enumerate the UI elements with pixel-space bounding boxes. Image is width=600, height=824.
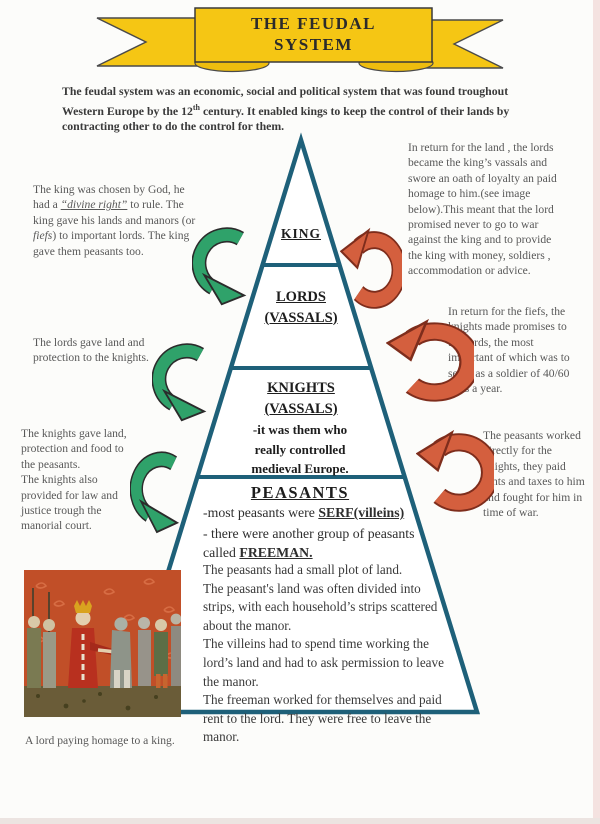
note-knights-sentence-2: The knights also provided for law and justice trough the manorial court.: [21, 473, 118, 533]
scan-edge-tint-right: [593, 0, 600, 824]
peasants-sentence: The villeins had to spend time working the lord’s land and had to ask permission to leave the manor.: [203, 636, 444, 689]
freeman-pre-text: - there were another group of peasants called: [203, 526, 415, 560]
freeman-term: FREEMAN.: [239, 545, 313, 560]
peasants-sentence: The peasants had a small plot of land.: [203, 562, 403, 577]
illustration-caption: A lord paying homage to a king.: [25, 734, 175, 747]
serf-pre-text: -most peasants were: [203, 505, 319, 520]
intro-text-2: century. It enabled kings to keep the control of their lands by contracting other to do the control for them.: [62, 103, 510, 134]
floor: [24, 686, 181, 717]
pyramid-level-king-label: KING: [280, 226, 321, 241]
note-king-text-2: to rule. The king gave his lands and manors (or: [33, 198, 196, 227]
lords-line1: LORDS: [276, 289, 326, 305]
fiefs-term: fiefs: [33, 229, 53, 243]
knights-line1: KNIGHTS: [267, 380, 335, 396]
pyramid-level-peasants-label: PEASANTS: [250, 483, 350, 502]
note-king-grants: [33, 182, 203, 259]
serf-term: SERF(villeins): [318, 505, 405, 520]
note-knights-grants: [21, 426, 135, 534]
note-knights-sentence-1: The knights gave land, protection and food to the peasants.: [21, 427, 127, 471]
knights-line2: (VASSALS): [264, 400, 338, 417]
peasants-description: [203, 561, 455, 747]
note-knights-duties: In return for the fiefs, the knights made promises to the lords, the most important of which was to serve as a soldier of 40/60 days a year.: [448, 305, 570, 396]
peasants-serf-line: [203, 505, 465, 521]
pyramid-level-lords-label: [238, 287, 364, 328]
peasants-sentence: The freeman worked for themselves and paid rent to the lord. They were free to leave the manor.: [203, 692, 442, 745]
note-lords-duties: In return for the land , the lords became the king’s vassals and swore an oath of loyalty an paid homage to him.(see image below).This meant that the lord promised never to go to war against the king and to provide the king with money, soldiers , accommodation or advice.: [408, 141, 557, 278]
intro-ordinal-sup: th: [192, 102, 200, 112]
page-title-line2: SYSTEM: [274, 35, 353, 54]
page-title-line1: THE FEUDAL: [250, 14, 377, 33]
note-king-text-3: ) to important lords. The king gave them peasants too.: [33, 229, 190, 258]
peasants-sentence: The peasant's land was often divided into strips, with each household’s strips scattered about the manor.: [203, 580, 438, 633]
peasants-freeman-line: [203, 524, 421, 562]
pyramid-level-knights-label: [235, 378, 367, 419]
note-peasants-duties: The peasants worked directly for the knights, they paid rents and taxes to him and fought for him in time of war.: [483, 429, 585, 520]
note-lords-grants: The lords gave land and protection to the knights.: [33, 336, 149, 365]
knights-description: -it was them who really controlled medieval Europe.: [251, 422, 349, 476]
divine-right-term: “divine right”: [60, 198, 128, 212]
intro-text-1: The feudal system was an economic, social and political system that was found troughout Western Europe by the 12: [62, 84, 509, 118]
note-king-text-1: The king was chosen by God, he had a: [33, 183, 185, 212]
scan-edge-tint-bottom: [0, 818, 600, 824]
lords-line2: (VASSALS): [264, 309, 338, 326]
homage-illustration: [24, 570, 181, 717]
